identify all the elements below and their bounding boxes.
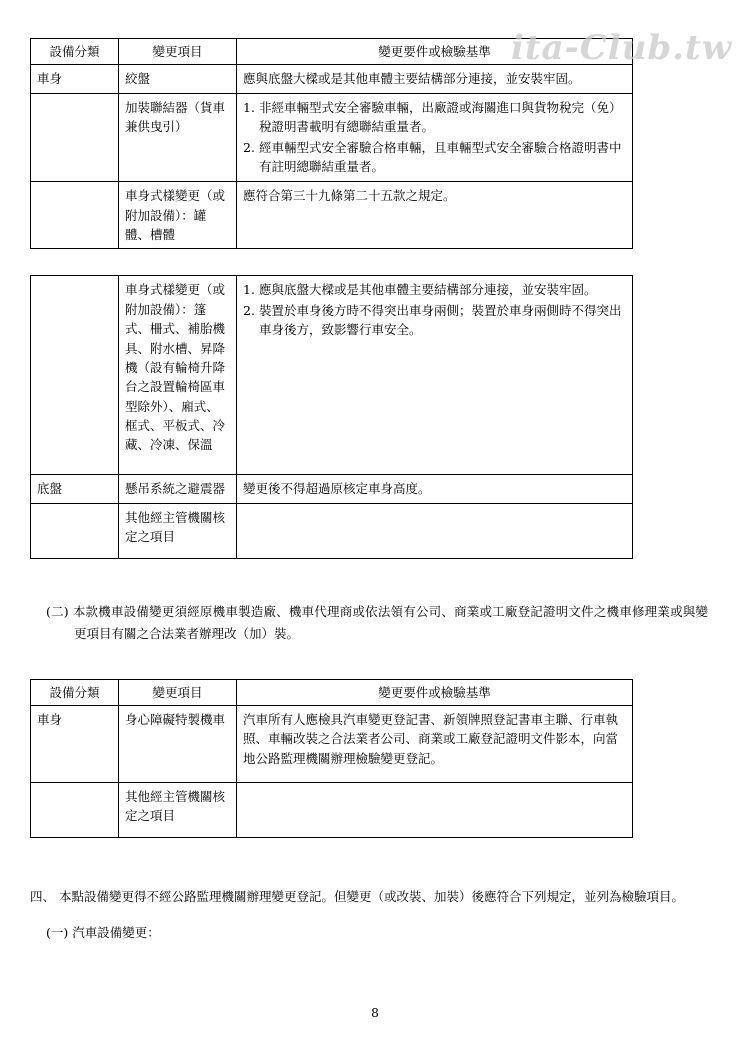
- table3-row0-criteria: 汽車所有人應檢具汽車變更登記書、新領牌照登記書車主聯、行車執照、車輛改裝之合法業者公司、商業或工廠登記證明文件影本，向當地公路監理機關辦理檢驗變更登記。: [237, 705, 633, 782]
- paragraph-four: 四、 本點設備變更得不經公路監理機關辦理變更登記。但變更（或改裝、加裝）後應符合下列規定，並列為檢驗項目。: [30, 888, 684, 904]
- table3-header-item: 變更項目: [119, 679, 237, 705]
- table1-row1-category: [31, 93, 119, 182]
- table3-header-category: 設備分類: [31, 679, 119, 705]
- page-number: 8: [371, 1005, 379, 1020]
- table3-row1-criteria: [237, 782, 633, 837]
- table1-row0-category: 車身: [31, 65, 119, 93]
- paragraph-gap-2: [0, 645, 750, 679]
- paragraph-gap-3: [0, 838, 750, 886]
- table-row: [31, 65, 633, 93]
- equipment-change-table-1: [30, 38, 633, 249]
- criteria-line: 2. 經車輛型式安全審驗合格車輛，且車輛型式安全審驗合格證明書中有註明總聯結重量者。: [243, 139, 622, 174]
- table3-row1-item: 其他經主管機關核定之項目: [119, 782, 237, 837]
- paragraph-four-sub: (一) 汽車設備變更：: [46, 924, 160, 940]
- table-row: [31, 705, 633, 782]
- table-row: [31, 276, 633, 475]
- motorcycle-change-table: [30, 679, 633, 838]
- table1-row0-criteria: 應與底盤大樑或是其他車體主要結構部分連接，並安裝牢固。: [237, 65, 633, 93]
- table2-row2-item: 其他經主管機關核定之項目: [119, 503, 237, 558]
- table1-header-criteria: 變更要件或檢驗基準: [237, 39, 633, 65]
- table2-row1-item: 懸吊系統之避震器: [119, 475, 237, 503]
- paragraph-gap-4: [0, 908, 750, 922]
- table1-row2-category: [31, 182, 119, 249]
- table1-row2-item: 車身式樣變更（或附加設備）：罐體、槽體: [119, 182, 237, 249]
- table3-row0-category: 車身: [31, 705, 119, 782]
- table1-row1-criteria: [237, 93, 633, 182]
- table1-header-item: 變更項目: [119, 39, 237, 65]
- table3-header-criteria: 變更要件或檢驗基準: [237, 679, 633, 705]
- table2-row0-item: 車身式樣變更（或附加設備）：篷式、柵式、補胎機具、附水槽、昇降機（設有輪椅升降台之設置輪椅區車型除外）、廂式、框式、平板式、冷藏、冷凍、保溫: [119, 276, 237, 475]
- table-row: [31, 503, 633, 558]
- table2-row0-category: [31, 276, 119, 475]
- paragraph-gap-1: [0, 559, 750, 601]
- table-header-row: [31, 679, 633, 705]
- watermark-text: ita-Club.tw: [510, 28, 732, 68]
- table-row: [31, 475, 633, 503]
- table-gap-1: [0, 249, 750, 275]
- table-row: [31, 93, 633, 182]
- criteria-line: 1. 非經車輛型式安全審驗車輛，出廠證或海關進口與貨物稅完（免）稅證明書載明有總聯結重量者。: [243, 99, 622, 135]
- criteria-line: 1. 應與底盤大樑或是其他車體主要結構部分連接，並安裝牢固。: [243, 282, 597, 298]
- table-header-row: [31, 39, 633, 65]
- table3-row0-item: 身心障礙特製機車: [119, 705, 237, 782]
- table2-row0-criteria: [237, 276, 633, 475]
- table2-row2-criteria: [237, 503, 633, 558]
- table1-row0-item: 絞盤: [119, 65, 237, 93]
- table2-row2-category: [31, 503, 119, 558]
- table1-row1-item: 加裝聯結器（貨車兼供曳引）: [119, 93, 237, 182]
- table-row: [31, 782, 633, 837]
- equipment-change-table-2: [30, 275, 633, 558]
- top-spacer: [0, 0, 750, 38]
- table2-row1-criteria: 變更後不得超過原核定車身高度。: [237, 475, 633, 503]
- table3-row1-category: [31, 782, 119, 837]
- paragraph-two: (二) 本款機車設備變更須經原機車製造廠、機車代理商或依法領有公司、商業或工廠登記證明文件之機車修理業或與變更項目有關之合法業者辦理改（加）裝。: [46, 603, 708, 641]
- table1-header-category: 設備分類: [31, 39, 119, 65]
- table-row: [31, 182, 633, 249]
- table2-row1-category: 底盤: [31, 475, 119, 503]
- criteria-line: 2. 裝置於車身後方時不得突出車身兩側；裝置於車身兩側時不得突出車身後方，致影響行車安全。: [243, 302, 622, 338]
- table1-row2-criteria: 應符合第三十九條第二十五款之規定。: [237, 182, 633, 249]
